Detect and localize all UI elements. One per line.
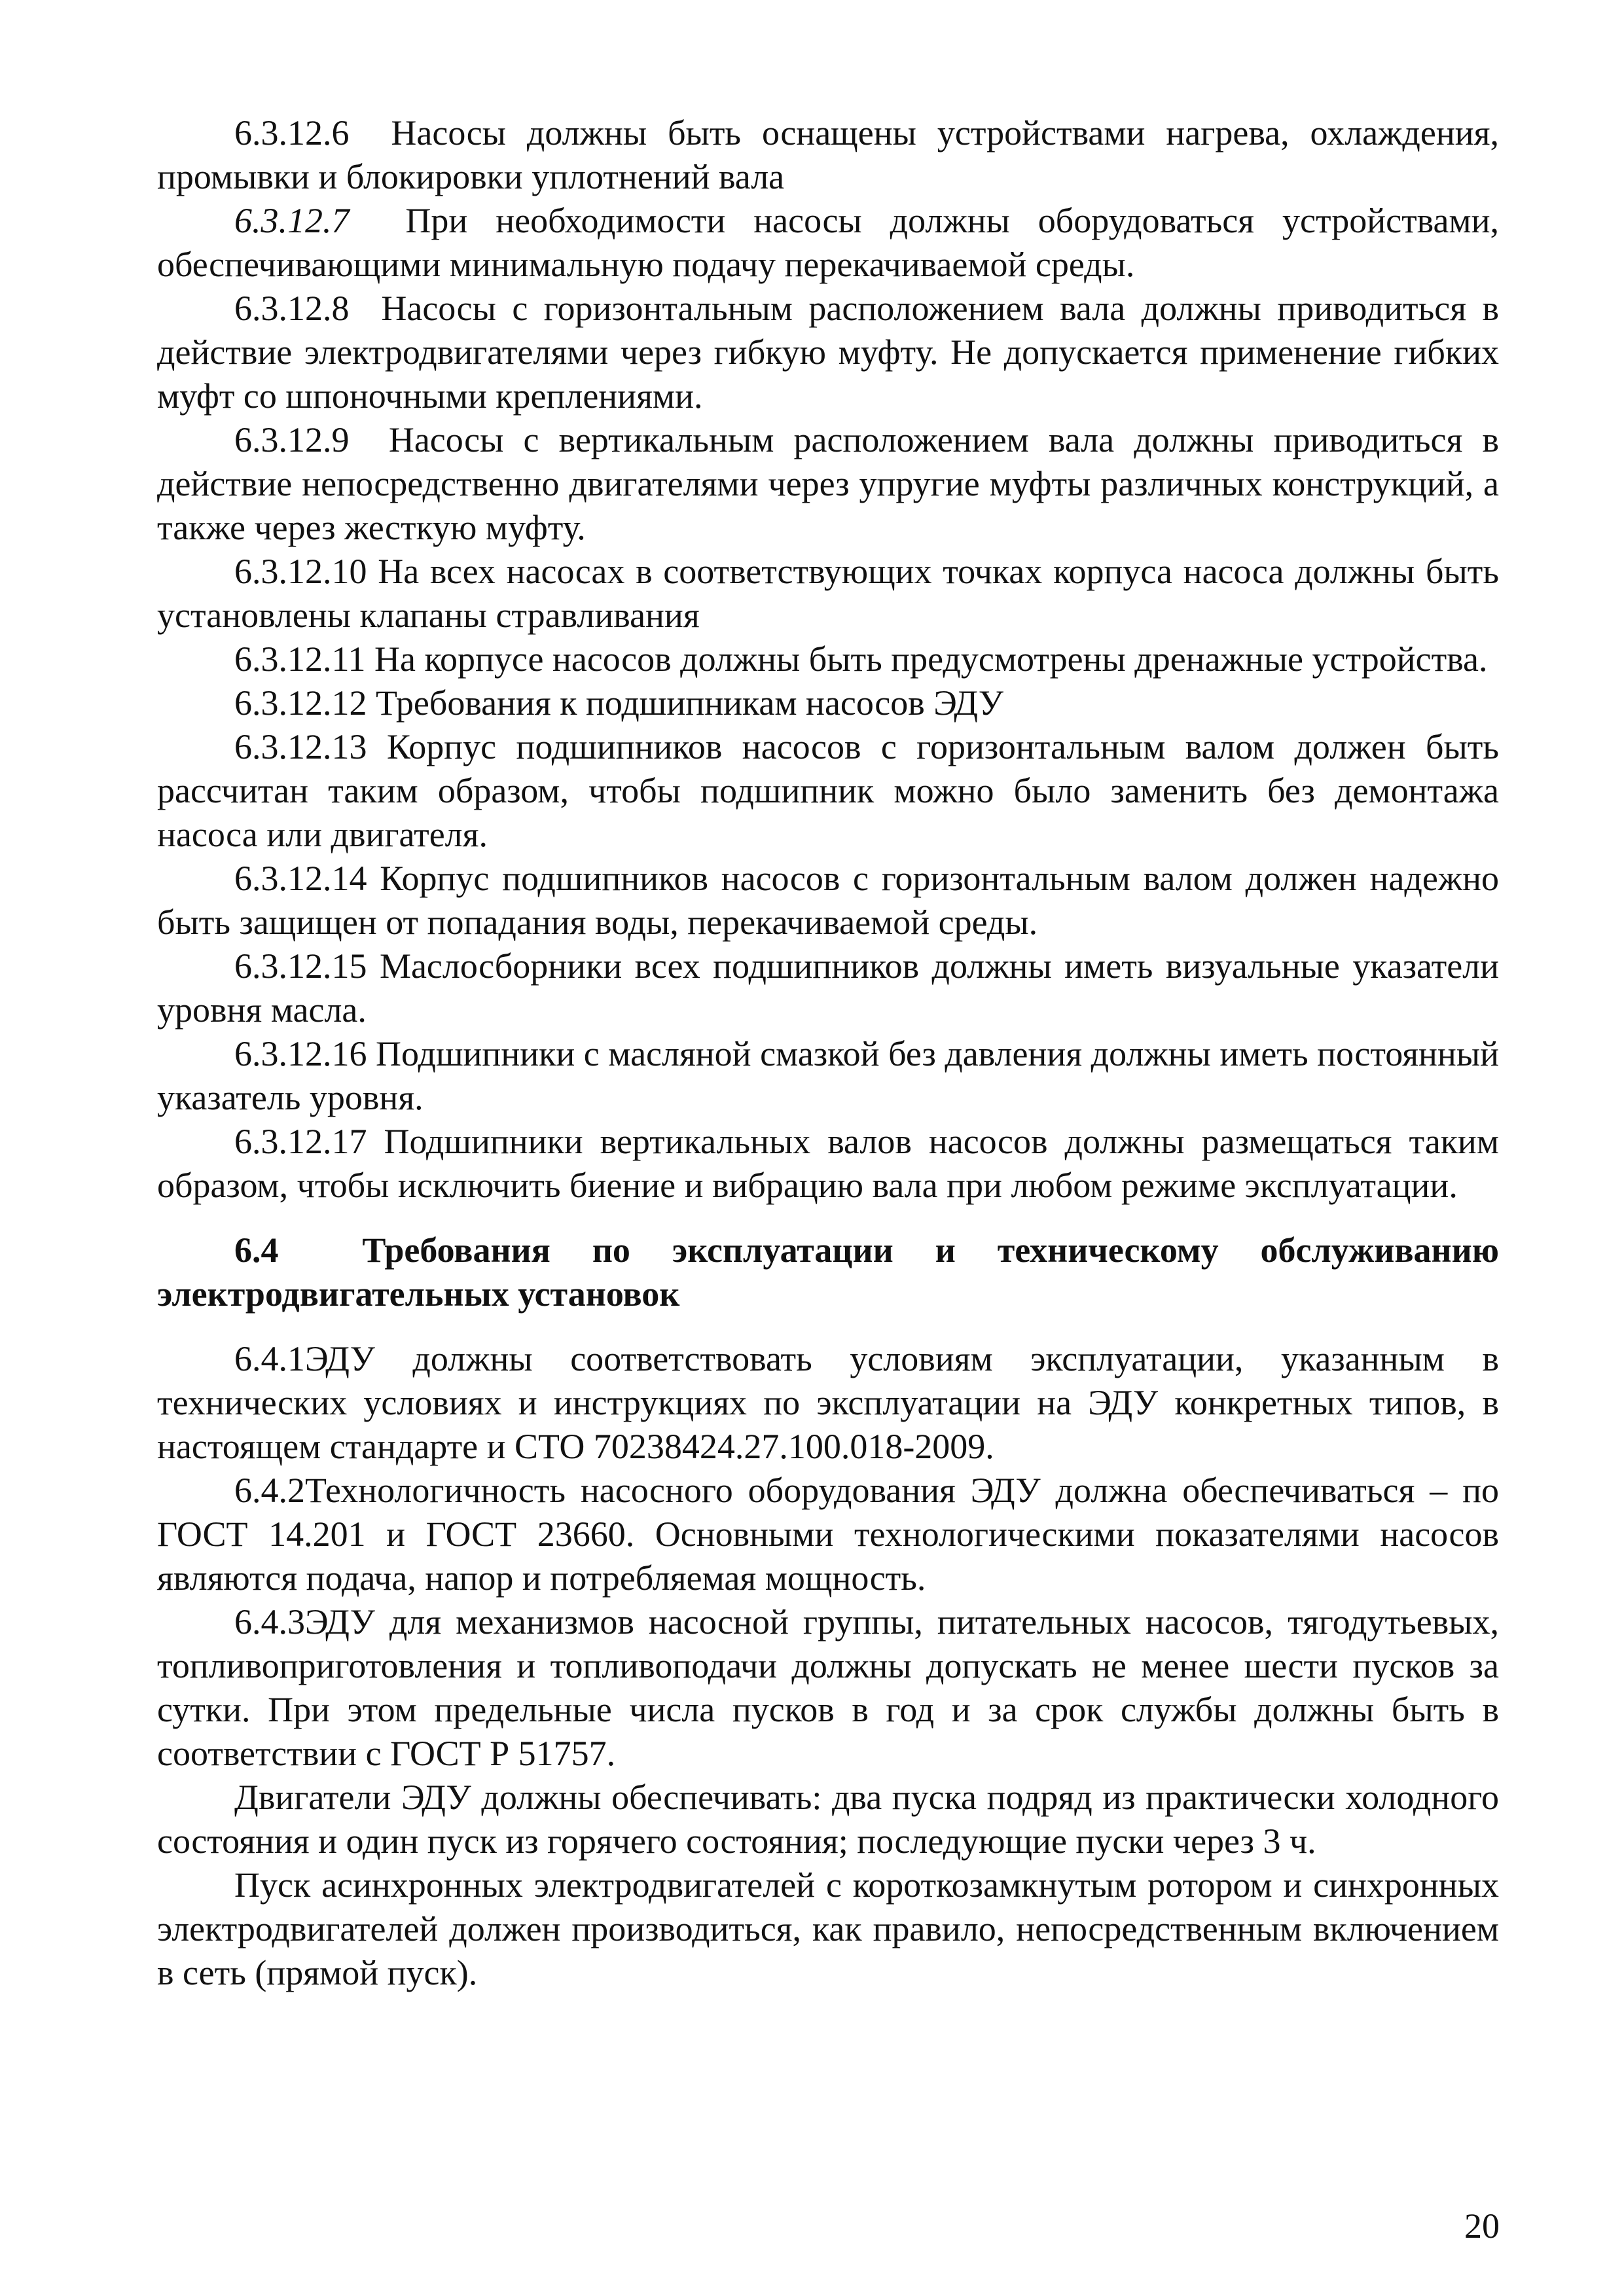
clause-6-3-12-9 [157, 418, 1499, 550]
paragraph-text: Пуск асинхронных электродвигателей с короткозамкнутым ротором и синхронных электродвигателей должен производиться, как правило, непосредственным включением в сеть (прямой пуск). [157, 1865, 1499, 1992]
clause-6-3-12-14 [157, 857, 1499, 944]
clause-6-3-12-6 [157, 111, 1499, 199]
clause-text: Корпус подшипников насосов с горизонтальным валом должен быть рассчитан таким образом, чтобы подшипник можно было заменить без демонтажа насоса или двигателя. [157, 727, 1499, 854]
section-heading-6-4 [157, 1229, 1499, 1316]
clause-6-3-12-12 [157, 681, 1499, 725]
clause-number: 6.3.12.14 [234, 859, 367, 898]
paragraph-text: Двигатели ЭДУ должны обеспечивать: два пуска подряд из практически холодного состояния и один пуск из горячего состояния; последующие пуски через 3 ч. [157, 1778, 1499, 1861]
paragraph-motor-start [157, 1863, 1499, 1995]
clause-6-3-12-8 [157, 287, 1499, 418]
clause-text: На корпусе насосов должны быть предусмотрены дренажные устройства. [374, 639, 1488, 679]
section-title: Требования по эксплуатации и техническому обслуживанию электродвигательных установок [157, 1230, 1499, 1314]
clause-6-3-12-17 [157, 1120, 1499, 1208]
clause-text: Подшипники с масляной смазкой без давления должны иметь постоянный указатель уровня. [157, 1034, 1500, 1117]
clause-text: Подшипники вертикальных валов насосов должны размещаться таким образом, чтобы исключить биение и вибрацию вала при любом режиме эксплуатации. [157, 1122, 1499, 1205]
clause-number: 6.3.12.9 [234, 420, 350, 459]
clause-6-3-12-11 [157, 637, 1499, 681]
clause-number: 6.3.12.8 [234, 289, 350, 328]
clause-text: Насосы с вертикальным расположением вала должны приводиться в действие непосредственно двигателями через упругие муфты различных конструкций, а также через жесткую муфту. [157, 420, 1499, 547]
clause-number: 6.3.12.11 [234, 639, 366, 679]
paragraph-engine-starts [157, 1776, 1499, 1863]
clause-6-4-3 [157, 1600, 1499, 1776]
clause-text: Требования к подшипникам насосов ЭДУ [376, 683, 1004, 723]
page-number: 20 [1464, 2206, 1500, 2246]
clause-text: ЭДУ для механизмов насосной группы, питательных насосов, тягодутьевых, топливоприготовления и топливоподачи должны допускать не менее шести пусков за сутки. При этом предельные числа пусков в год и за срок службы должны быть в соответствии с ГОСТ Р 51757. [157, 1602, 1499, 1773]
clause-number: 6.3.12.17 [234, 1122, 367, 1161]
clause-6-3-12-15 [157, 944, 1499, 1032]
clause-number: 6.3.12.10 [234, 552, 367, 591]
clause-number: 6.3.12.16 [234, 1034, 367, 1073]
clause-6-4-2 [157, 1469, 1499, 1600]
clause-6-3-12-10 [157, 550, 1499, 637]
clause-text: Маслосборники всех подшипников должны иметь визуальные указатели уровня масла. [157, 946, 1500, 1030]
clause-6-3-12-7 [157, 199, 1499, 287]
clause-6-4-1 [157, 1337, 1499, 1469]
clause-number: 6.4.1 [234, 1339, 305, 1378]
clause-text: При необходимости насосы должны оборудоваться устройствами, обеспечивающими минимальную подачу перекачиваемой среды. [157, 201, 1499, 284]
clause-6-3-12-13 [157, 725, 1499, 857]
clause-number: 6.3.12.7 [234, 201, 350, 240]
clause-number: 6.3.12.15 [234, 946, 367, 986]
clause-text: ЭДУ должны соответствовать условиям эксплуатации, указанным в технических условиях и инструкциях по эксплуатации на ЭДУ конкретных типов, в настоящем стандарте и СТО 70238424.27.100.018-2009. [157, 1339, 1499, 1466]
document-body [157, 111, 1499, 1995]
clause-number: 6.4.2 [234, 1471, 305, 1510]
clause-text: Насосы с горизонтальным расположением вала должны приводиться в действие электродвигателями через гибкую муфту. Не допускается применение гибких муфт со шпоночными креплениями. [157, 289, 1499, 416]
clause-number: 6.3.12.6 [234, 113, 350, 152]
clause-text: Корпус подшипников насосов с горизонтальным валом должен надежно быть защищен от попадания воды, перекачиваемой среды. [157, 859, 1499, 942]
clause-number: 6.3.12.13 [234, 727, 367, 766]
section-number: 6.4 [234, 1230, 279, 1270]
clause-6-3-12-16 [157, 1032, 1499, 1120]
clause-number: 6.4.3 [234, 1602, 305, 1641]
clause-text: На всех насосах в соответствующих точках корпуса насоса должны быть установлены клапаны стравливания [157, 552, 1500, 635]
clause-number: 6.3.12.12 [234, 683, 367, 723]
clause-text: Насосы должны быть оснащены устройствами нагрева, охлаждения, промывки и блокировки уплотнений вала [157, 113, 1499, 196]
clause-text: Технологичность насосного оборудования ЭДУ должна обеспечиваться – по ГОСТ 14.201 и ГОСТ 23660. Основными технологическими показателями насосов являются подача, напор и потребляемая мощность. [157, 1471, 1499, 1598]
